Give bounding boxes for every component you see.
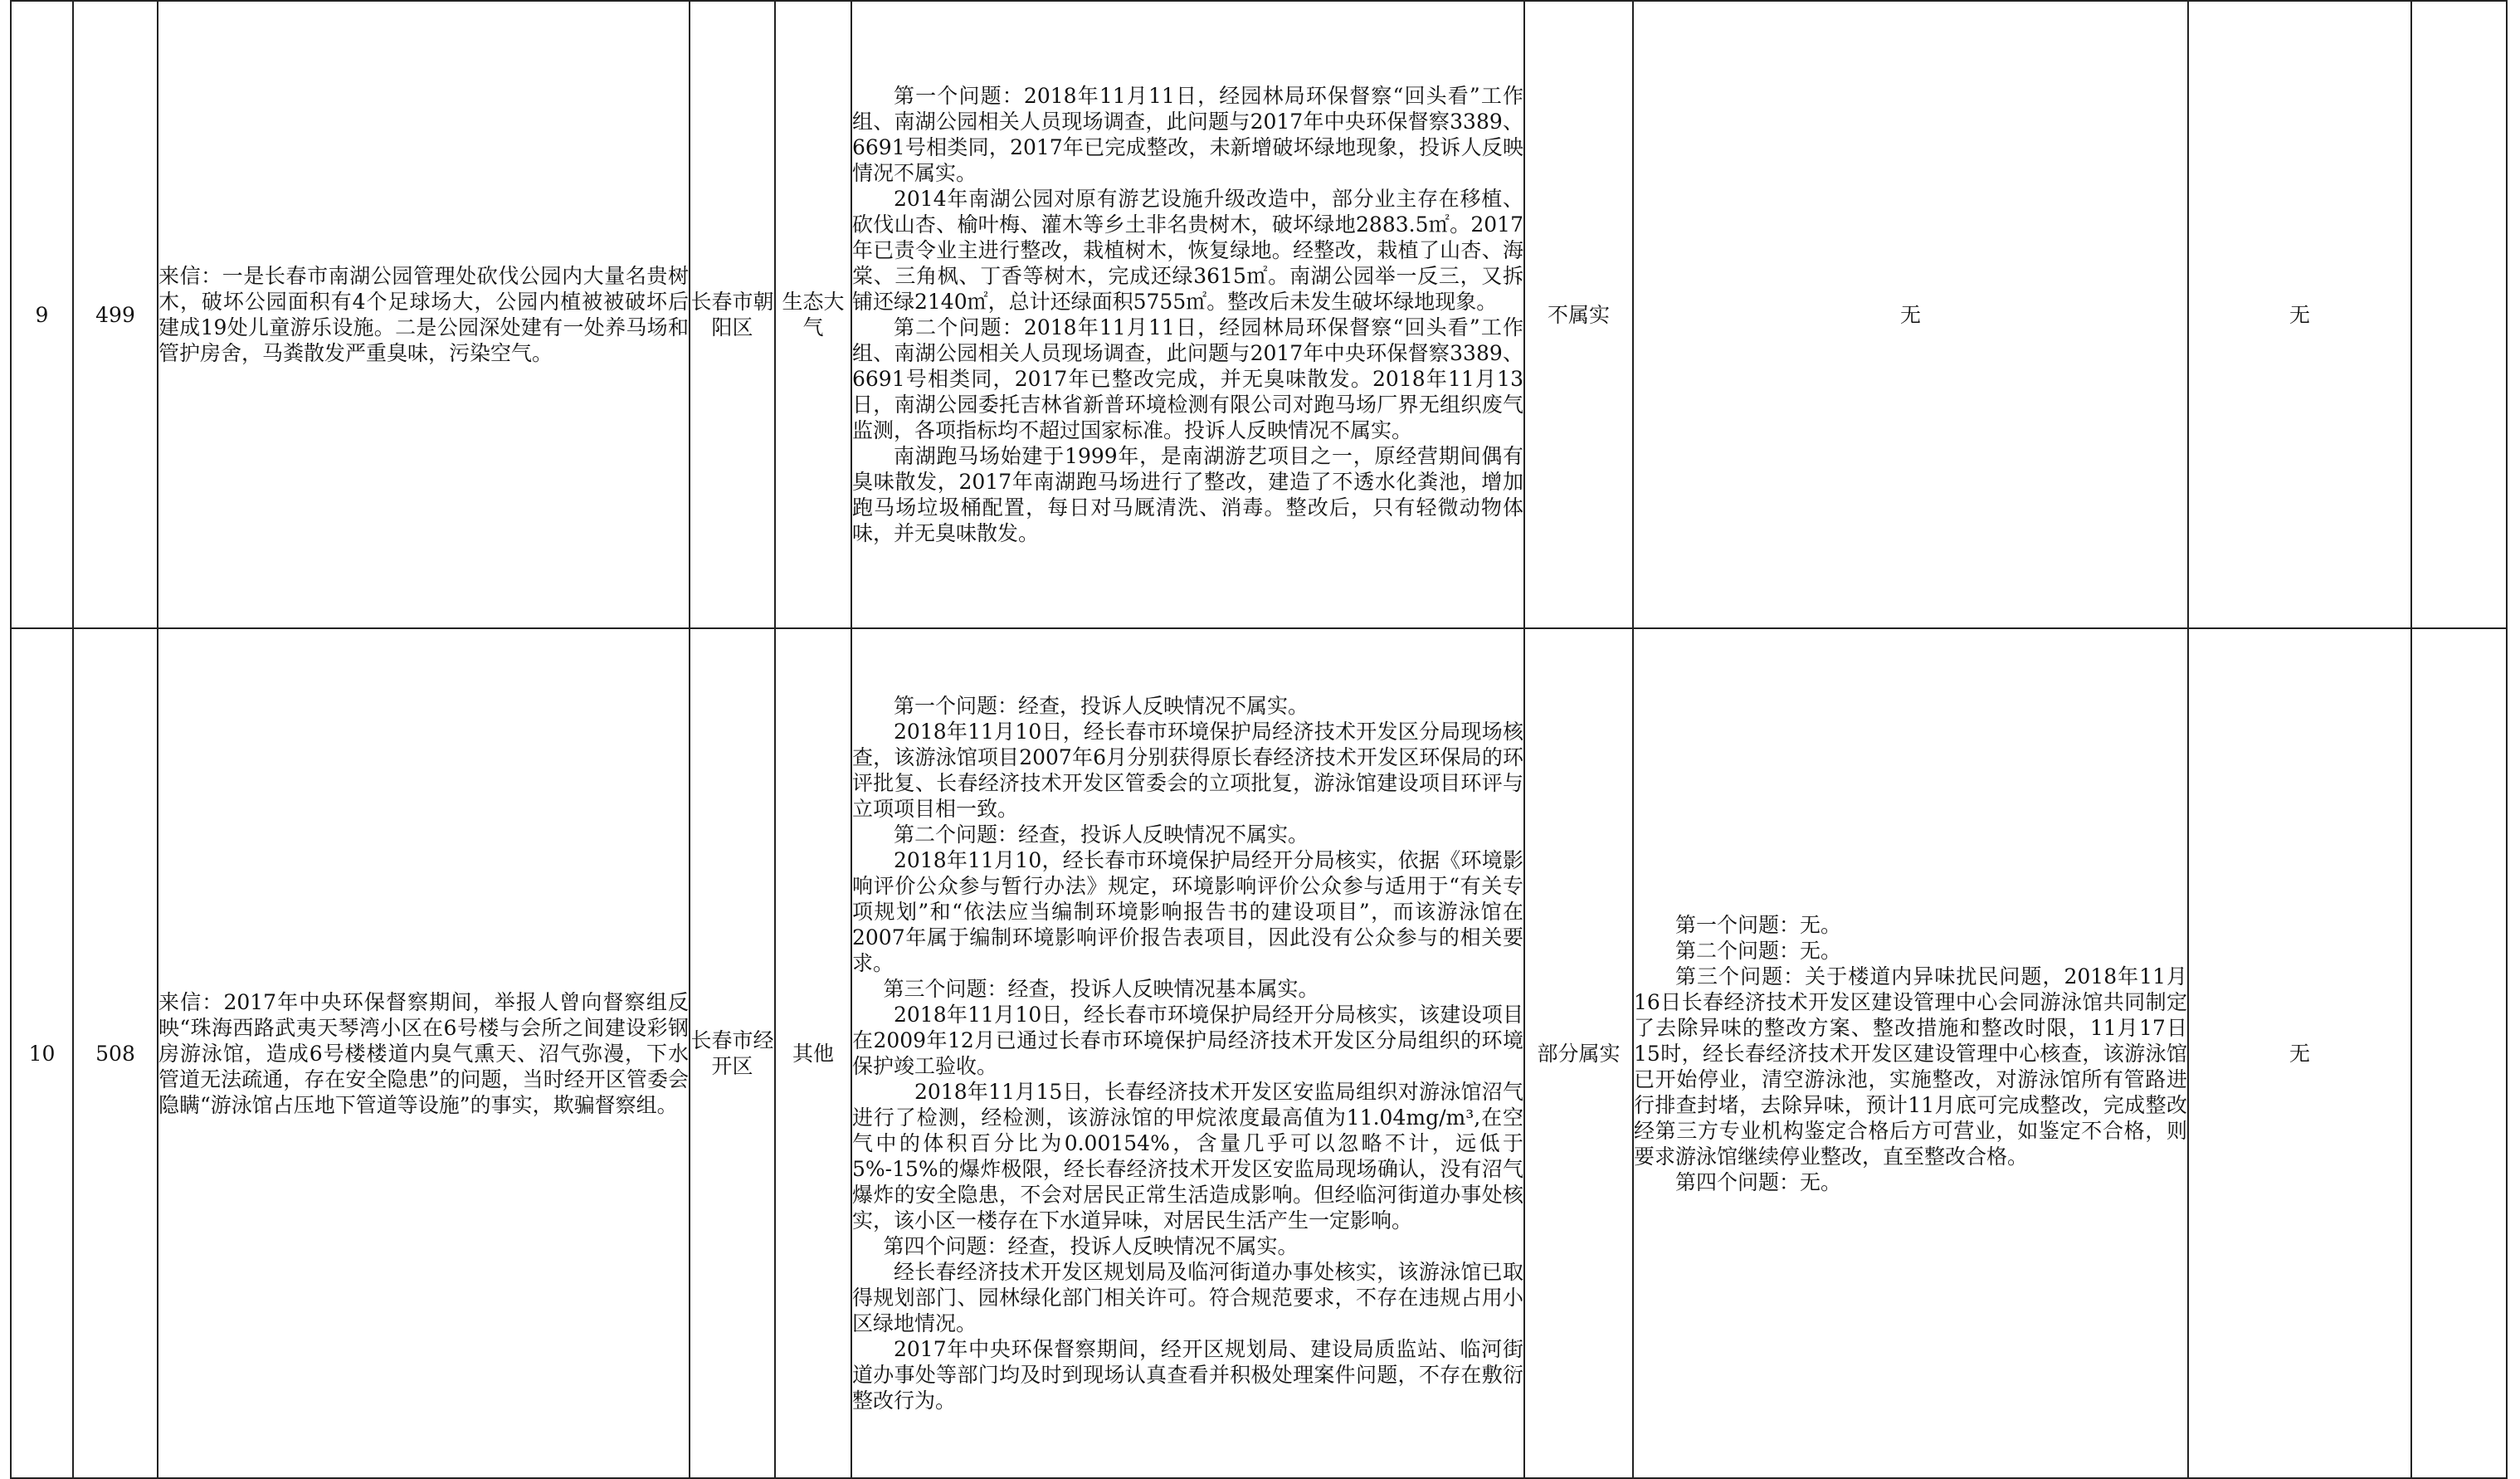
- response-paragraph: 第三个问题：关于楼道内异味扰民问题，2018年11月16日长春经济技术开发区建设管理中心会同游泳馆共同制定了去除异味的整改方案、整改措施和整改时限，11月17日15时，经长春经济技术开发区建设管理中心核查，该游泳馆已开始停业，清空游泳池，实施整改，对游泳馆所有管路进行排查封堵，去除异味，预计11月底可完成整改，完成整改经第三方专业机构鉴定合格后方可营业，如鉴定不合格，则要求游泳馆继续停业整改，直至整改合格。: [1634, 964, 2187, 1169]
- finding-paragraph: 2018年11月10日，经长春市环境保护局经济技术开发区分局现场核查，该游泳馆项目2007年6月分别获得原长春经济技术开发区环保局的环评批复、长春经济技术开发区管委会的立项批复，游泳馆建设项目环评与立项项目相一致。: [852, 720, 1523, 821]
- finding-paragraph: 南湖跑马场始建于1999年，是南湖游艺项目之一，原经营期间偶有臭味散发，2017年南湖跑马场进行了整改，建造了不透水化粪池，增加跑马场垃圾桶配置，每日对马厩清洗、消毒。整改后，只有轻微动物体味，并无臭味散发。: [852, 444, 1523, 545]
- row-number: 10: [11, 628, 73, 1478]
- table-row: [11, 628, 2507, 1478]
- last-cell: [2411, 1, 2507, 628]
- finding-paragraph: 2017年中央环保督察期间，经开区规划局、建设局质监站、临河街道办事处等部门均及时到现场认真查看并积极处理案件问题，不存在敷衍整改行为。: [852, 1337, 1523, 1413]
- finding-paragraph: 第四个问题：经查，投诉人反映情况不属实。: [883, 1234, 1299, 1258]
- finding-paragraph: 第一个问题：经查，投诉人反映情况不属实。: [894, 694, 1309, 718]
- finding-paragraph: 2018年11月15日，长春经济技术开发区安监局组织对游泳馆沼气进行了检测，经检测，该游泳馆的甲烷浓度最高值为11.04mg/m³,在空气中的体积百分比为0.00154%，含量几乎可以忽略不计，远低于5%-15%的爆炸极限，经长春经济技术开发区安监局现场确认，没有沼气爆炸的安全隐患，不会对居民正常生活造成影响。但经临河街道办事处核实，该小区一楼存在下水道异味，对居民生活产生一定影响。: [852, 1080, 1523, 1232]
- response-paragraph: 第二个问题：无。: [1675, 938, 1842, 963]
- response-paragraph: 第一个问题：无。: [1675, 912, 1842, 937]
- case-id: 499: [73, 1, 158, 628]
- findings-cell: [851, 628, 1524, 1478]
- complaint-text: [158, 628, 690, 1478]
- finding-paragraph: 2018年11月10，经长春市环境保护局经开分局核实，依据《环境影响评价公众参与暂行办法》规定，环境影响评价公众参与适用于“有关专项规划”和“依法应当编制环境影响报告书的建设项目”，而该游泳馆在2007年属于编制环境影响评价报告表项目，因此没有公众参与的相关要求。: [852, 848, 1523, 975]
- finding-paragraph: 第一个问题：2018年11月11日，经园林局环保督察“回头看”工作组、南湖公园相关人员现场调查，此问题与2017年中央环保督察3389、6691号相类同，2017年已完成整改，未新增破坏绿地现象，投诉人反映情况不属实。: [852, 84, 1523, 185]
- case-table: [10, 0, 2508, 1479]
- finding-paragraph: 2018年11月10日，经长春市环境保护局经开分局核实，该建设项目在2009年12月已通过长春市环境保护局经济技术开发区分局组织的环境保护竣工验收。: [852, 1003, 1523, 1078]
- finding-paragraph: 2014年南湖公园对原有游艺设施升级改造中，部分业主存在移植、砍伐山杏、榆叶梅、灌木等乡土非名贵树木，破坏绿地2883.5㎡。2017年已责令业主进行整改，栽植树木，恢复绿地。经整改，栽植了山杏、海棠、三角枫、丁香等树木，完成还绿3615㎡。南湖公园举一反三，又拆铺还绿2140㎡，总计还绿面积5755㎡。整改后未发生破坏绿地现象。: [852, 187, 1523, 314]
- findings-cell: [851, 1, 1524, 628]
- district: 长春市经开区: [690, 628, 775, 1478]
- verdict: 不属实: [1524, 1, 1633, 628]
- complaint-text: [158, 1, 690, 628]
- verdict: 部分属实: [1524, 628, 1633, 1478]
- case-id: 508: [73, 628, 158, 1478]
- response-cell: [1633, 628, 2188, 1478]
- category: 生态大气: [775, 1, 851, 628]
- response-paragraph: 第四个问题：无。: [1675, 1169, 1842, 1194]
- finding-paragraph: 第二个问题：经查，投诉人反映情况不属实。: [894, 822, 1309, 847]
- complaint-paragraph: 来信：2017年中央环保督察期间，举报人曾向督察组反映“珠海西路武夷天琴湾小区在6号楼与会所之间建设彩钢房游泳馆，造成6号楼楼道内臭气熏天、沼气弥漫，下水管道无法疏通，存在安全隐患”的问题，当时经开区管委会隐瞒“游泳馆占压地下管道等设施”的事实，欺骗督察组。: [158, 989, 689, 1117]
- finding-paragraph: 经长春经济技术开发区规划局及临河街道办事处核实，该游泳馆已取得规划部门、园林绿化部门相关许可。符合规范要求，不存在违规占用小区绿地情况。: [852, 1260, 1523, 1335]
- finding-paragraph: 第二个问题：2018年11月11日，经园林局环保督察“回头看”工作组、南湖公园相关人员现场调查，此问题与2017年中央环保督察3389、6691号相类同，2017年已整改完成，并无臭味散发。2018年11月13日，南湖公园委托吉林省新普环境检测有限公司对跑马场厂界无组织废气监测，各项指标均不超过国家标准。投诉人反映情况不属实。: [852, 315, 1523, 442]
- last-cell: [2411, 628, 2507, 1478]
- accountability-cell: 无: [2188, 628, 2411, 1478]
- row-number: 9: [11, 1, 73, 628]
- table-row: [11, 1, 2507, 628]
- complaint-paragraph: 来信：一是长春市南湖公园管理处砍伐公园内大量名贵树木，破坏公园面积有4个足球场大，公园内植被被破坏后建成19处儿童游乐设施。二是公园深处建有一处养马场和管护房舍，马粪散发严重臭味，污染空气。: [158, 264, 689, 365]
- finding-paragraph: 第三个问题：经查，投诉人反映情况基本属实。: [883, 977, 1319, 1001]
- response-cell: 无: [1633, 1, 2188, 628]
- accountability-cell: 无: [2188, 1, 2411, 628]
- district: 长春市朝阳区: [690, 1, 775, 628]
- category: 其他: [775, 628, 851, 1478]
